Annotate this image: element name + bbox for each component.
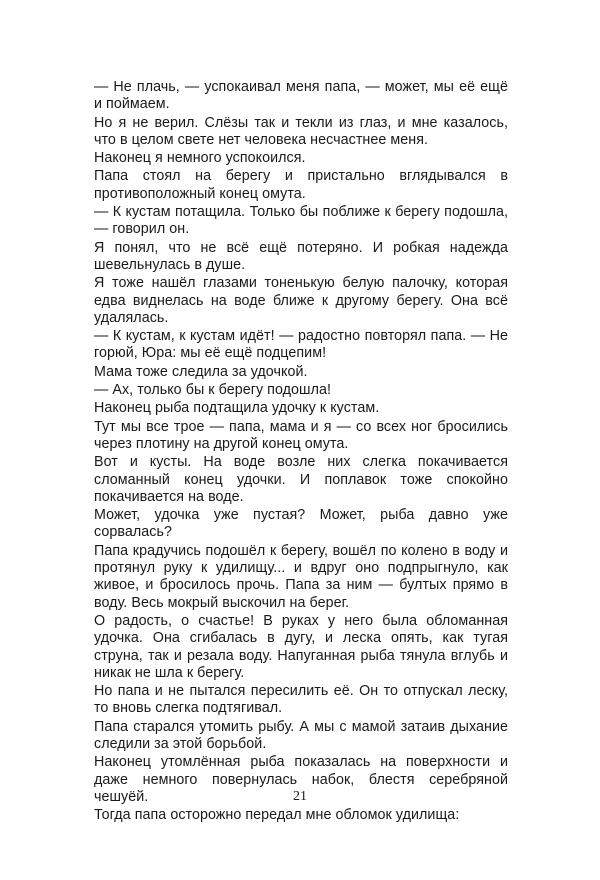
paragraph: — Ах, только бы к берегу подошла! bbox=[94, 382, 331, 399]
body-text bbox=[94, 79, 508, 825]
paragraph: Но папа и не пытался пересилить её. Он то отпускал леску, то вновь слегка подтягивал. bbox=[94, 683, 508, 717]
paragraph: Тогда папа осторожно передал мне обломок удилища: bbox=[94, 807, 460, 824]
paragraph: Тут мы все трое — папа, мама и я — со всех ног бросились через плотину на другой конец омута. bbox=[94, 418, 508, 452]
paragraph: Но я не верил. Слёзы так и текли из глаз, и мне казалось, что в целом свете нет человека несчастнее меня. bbox=[94, 114, 508, 148]
paragraph: Наконец рыба подтащила удочку к кустам. bbox=[94, 400, 380, 417]
paragraph: Мама тоже следила за удочкой. bbox=[94, 363, 308, 380]
paragraph: Может, удочка уже пустая? Может, рыба давно уже сорвалась? bbox=[94, 507, 508, 541]
paragraph: Наконец я немного успокоился. bbox=[94, 150, 306, 167]
page-number: 21 bbox=[293, 789, 307, 804]
paragraph: Вот и кусты. На воде возле них слегка покачивается сломанный конец удочки. И поплавок тоже спокойно покачивается на воде. bbox=[94, 454, 508, 505]
paragraph: Папа старался утомить рыбу. А мы с мамой затаив дыхание следили за этой борьбой. bbox=[94, 718, 508, 752]
paragraph: — К кустам потащила. Только бы поближе к берегу подошла, — говорил он. bbox=[94, 204, 508, 238]
paragraph: Наконец утомлённая рыба показалась на поверхности и даже немного повернулась набок, блестя серебряной чешуёй. bbox=[94, 754, 508, 805]
paragraph: Папа стоял на берегу и пристально вглядывался в противоположный конец омута. bbox=[94, 168, 508, 202]
paragraph: Я понял, что не всё ещё потеряно. И робкая надежда шевельнулась в душе. bbox=[94, 239, 508, 273]
paragraph: — К кустам, к кустам идёт! — радостно повторял папа. — Не горюй, Юра: мы её ещё подцепим! bbox=[94, 328, 508, 362]
paragraph: Я тоже нашёл глазами тоненькую белую палочку, которая едва виднелась на воде ближе к другому берегу. Она всё удалялась. bbox=[94, 275, 508, 326]
paragraph: Папа крадучись подошёл к берегу, вошёл по колено в воду и протянул руку к удилищу... и вдруг оно подпрыгнуло, как живое, и бросилось прочь. Папа за ним — бултых прямо в воду. Весь мокрый выскочил на берег. bbox=[94, 542, 508, 611]
paragraph: — Не плачь, — успокаивал меня папа, — может, мы её ещё и поймаем. bbox=[94, 79, 508, 113]
paragraph: О радость, о счастье! В руках у него была обломанная удочка. Она сгибалась в дугу, и леска опять, как тугая струна, так и резала воду. Напуганная рыба тянула вглубь и никак не шла к берегу. bbox=[94, 612, 508, 681]
